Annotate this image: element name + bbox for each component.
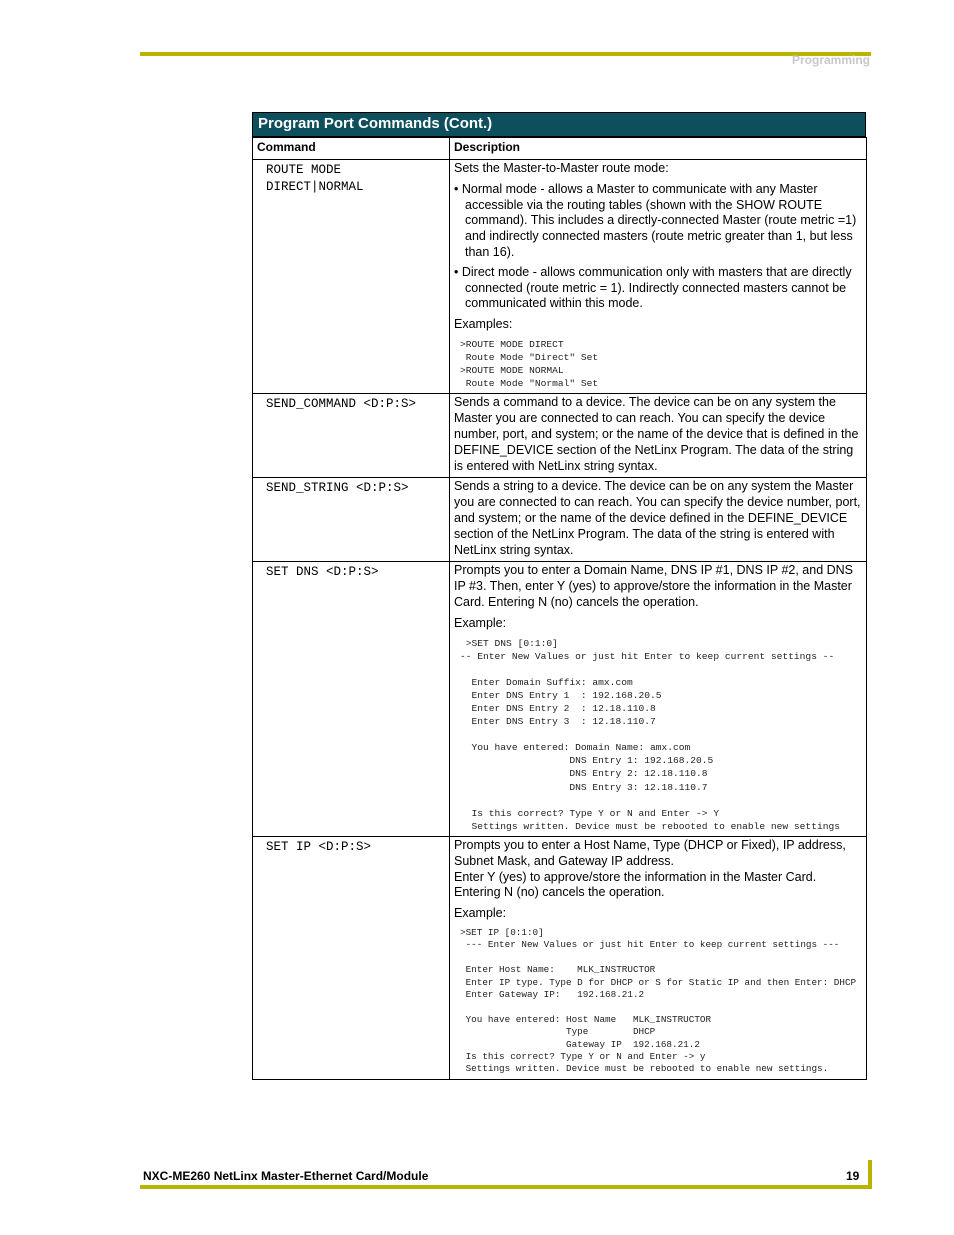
example-label: Examples:	[454, 317, 513, 332]
commands-table	[252, 112, 866, 1080]
description-cell	[450, 562, 867, 837]
description-text: Prompts you to enter a Host Name, Type (DHCP or Fixed), IP address, Subnet Mask, and Gateway IP address. Enter Y (yes) to approve/store the information in the Master Card. Entering N (no) cancels the operation.	[454, 837, 846, 900]
command-cell: ROUTE MODE DIRECT|NORMAL	[253, 160, 450, 394]
description-cell	[450, 160, 867, 394]
code-example: >ROUTE MODE DIRECT Route Mode "Direct" Set >ROUTE MODE NORMAL Route Mode "Normal" Set	[460, 338, 599, 390]
footer-page-marker	[868, 1160, 872, 1189]
description-text: Sends a command to a device. The device can be on any system the Master you are connected to can reach. You can specify the device number, port, and system; or the name of the device that is defined in the DEFINE_DEVICE section of the NetLinx Program. The data of the string is entered with NetLinx string syntax.	[454, 395, 859, 473]
description-text: Sends a string to a device. The device can be on any system the Master you are connected to can reach. You can specify the device number, port, and system; or the name of the device defined in the DEFINE_DEVICE section of the NetLinx Program. The data of the string is entered with NetLinx string syntax.	[454, 479, 861, 557]
example-label: Example:	[454, 906, 507, 921]
column-header-description: Description	[450, 138, 867, 160]
description-cell	[450, 836, 867, 1079]
page-number: 19	[846, 1169, 860, 1183]
column-header-command: Command	[253, 138, 450, 160]
table-header-row	[253, 138, 867, 160]
footer-rule	[140, 1185, 871, 1189]
code-example: >SET IP [0:1:0] --- Enter New Values or just hit Enter to keep current settings --- Enter Host Name: MLK_INSTRUCTOR Enter IP type. Type D for DHCP or S for Static IP and then Enter: DHCP Enter Gateway IP: 192.168.21.2 You have entered: Host Name MLK_INSTRUCTOR Type DHCP Gateway IP 192.168.21.2 Is this correct? Type Y or N and Enter -> y Settings written. Device must be rebooted to enable new settings.	[460, 926, 857, 1075]
description-text: Prompts you to enter a Domain Name, DNS IP #1, DNS IP #2, and DNS IP #3. Then, enter Y (yes) to approve/store the information in the Master Card. Entering N (no) cancels the operation.	[454, 563, 854, 609]
command-cell: SEND_STRING <D:P:S>	[253, 478, 450, 562]
command-cell: SET IP <D:P:S>	[253, 836, 450, 1079]
description-text: Sets the Master-to-Master route mode:	[454, 161, 669, 175]
bullet-item: • Direct mode - allows communication only with masters that are directly connected (route metric = 1). Indirectly connected masters cannot be communicated within this mode.	[454, 265, 863, 312]
footer-document-title: NXC-ME260 NetLinx Master-Ethernet Card/Module	[143, 1169, 429, 1183]
description-cell	[450, 394, 867, 478]
code-example: >SET DNS [0:1:0] -- Enter New Values or just hit Enter to keep current settings -- Enter Domain Suffix: amx.com Enter DNS Entry 1 : 192.168.20.5 Enter DNS Entry 2 : 12.18.110.8 Enter DNS Entry 3 : 12.18.110.7 You have entered: Domain Name: amx.com DNS Entry 1: 192.168.20.5 DNS Entry 2: 12.18.110.8 DNS Entry 3: 12.18.110.7 Is this correct? Type Y or N and Enter -> Y Settings written. Device must be rebooted to enable new settings	[460, 637, 840, 832]
bullet-item: • Normal mode - allows a Master to communicate with any Master accessible via the routing tables (shown with the SHOW ROUTE command). This includes a directly-connected Master (route metric =1) and indirectly connected masters (route metric greater than 1, but less than 16).	[454, 182, 863, 261]
command-cell: SEND_COMMAND <D:P:S>	[253, 394, 450, 478]
header-rule	[140, 52, 871, 56]
example-label: Example:	[454, 615, 507, 630]
description-cell	[450, 478, 867, 562]
bullet-list	[454, 182, 863, 312]
section-title: Programming	[791, 53, 870, 67]
table-row	[253, 562, 867, 837]
table-row	[253, 394, 867, 478]
command-cell: SET DNS <D:P:S>	[253, 562, 450, 837]
table-row	[253, 160, 867, 394]
table-row	[253, 478, 867, 562]
table-title: Program Port Commands (Cont.)	[252, 112, 866, 137]
table-row	[253, 836, 867, 1079]
